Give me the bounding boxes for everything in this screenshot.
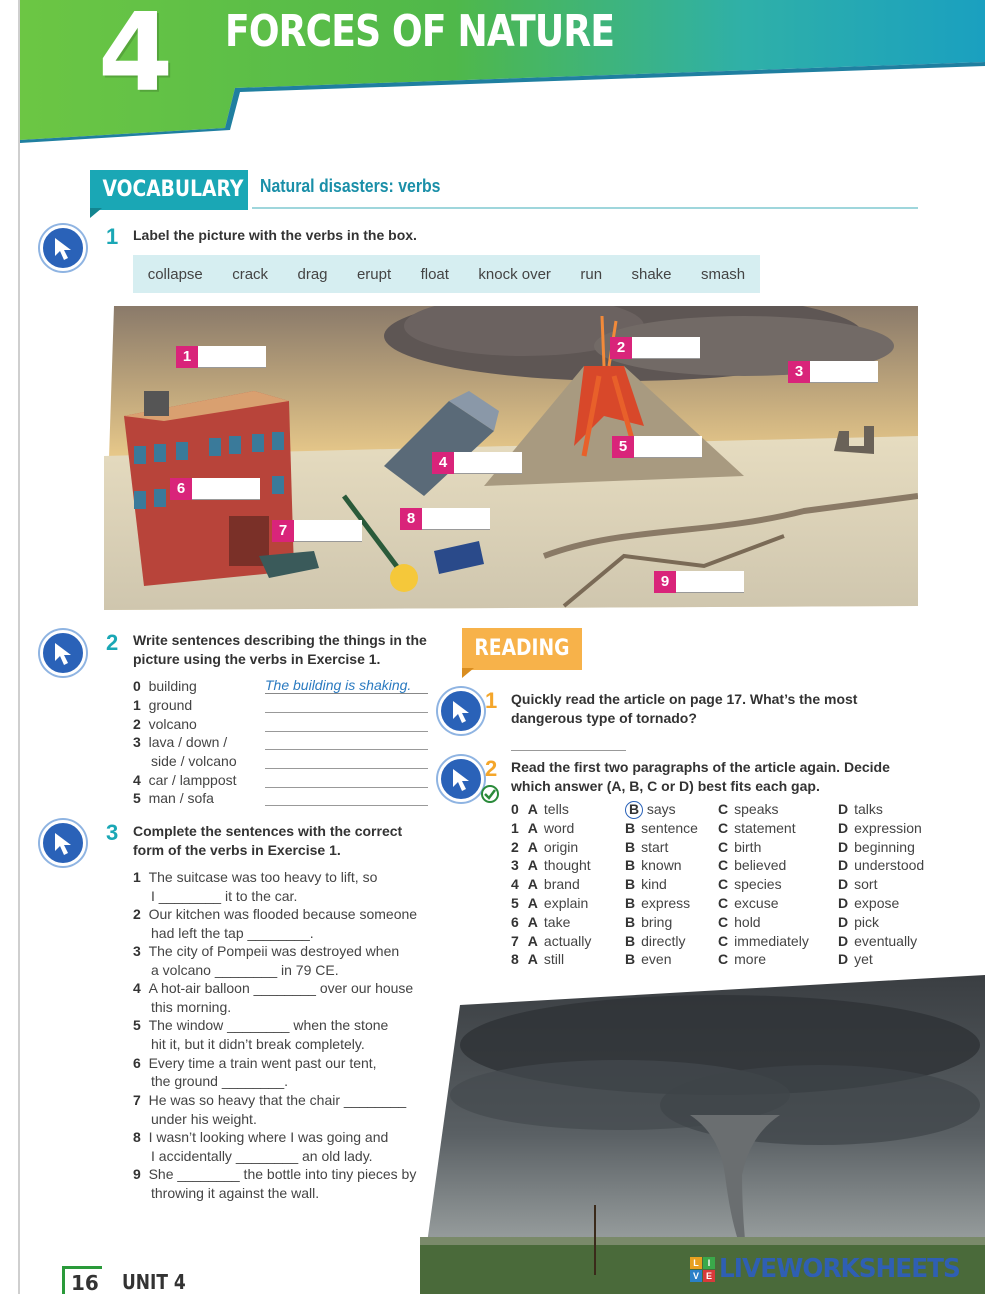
choice-letter: A xyxy=(527,857,538,874)
sentence-text: A hot-air balloon ________ over our house xyxy=(148,980,414,996)
choice-option[interactable] xyxy=(511,839,578,855)
choice-letter: B xyxy=(625,951,636,968)
exercise-number: 2 xyxy=(106,630,119,655)
label-answer-blank[interactable] xyxy=(294,520,362,542)
choice-text: start xyxy=(641,838,669,855)
exercise-instruction: which answer (A, B, C or D) best fits each gap. xyxy=(511,778,820,794)
sentence-text: The window ________ when the stone xyxy=(148,1017,389,1033)
exercise-instruction: form of the verbs in Exercise 1. xyxy=(133,842,341,858)
choice-text: yet xyxy=(854,951,873,968)
choice-option[interactable] xyxy=(838,933,917,949)
label-number: 2 xyxy=(610,337,632,359)
pointer-icon xyxy=(52,831,76,857)
label-answer-blank[interactable] xyxy=(810,361,878,383)
word-box-item: knock over xyxy=(478,265,551,283)
picture-label-4 xyxy=(432,452,522,474)
choice-letter: B xyxy=(625,819,636,836)
item-number: 4 xyxy=(511,876,519,893)
pointer-icon xyxy=(52,236,76,262)
reading-tag-label: READING xyxy=(474,636,570,661)
choice-letter: D xyxy=(838,951,849,968)
sentence-line xyxy=(133,1129,388,1145)
unit-number: 4 xyxy=(98,0,174,116)
disaster-illustration xyxy=(104,306,918,610)
choice-option[interactable] xyxy=(625,933,685,949)
choice-text: directly xyxy=(641,932,686,949)
label-answer-blank[interactable] xyxy=(676,571,744,593)
list-item xyxy=(133,697,192,713)
label-number: 1 xyxy=(176,346,198,368)
choice-letter: A xyxy=(527,951,538,968)
choice-letter: C xyxy=(718,951,729,968)
choice-text: statement xyxy=(734,819,796,836)
choice-text: understood xyxy=(854,857,925,874)
selected-letter xyxy=(625,801,643,819)
item-number: 1 xyxy=(133,869,141,885)
sentence-line: throwing it against the wall. xyxy=(151,1185,320,1201)
choice-letter: B xyxy=(625,932,636,949)
word-box-item: erupt xyxy=(356,265,392,283)
sentence-line xyxy=(133,1092,406,1108)
answer-line[interactable] xyxy=(265,787,428,788)
picture-label-3 xyxy=(788,361,878,383)
choice-option[interactable] xyxy=(718,895,778,911)
sentence-line xyxy=(133,1017,388,1033)
choice-text: word xyxy=(543,819,575,836)
answer-cursor-button[interactable] xyxy=(438,756,484,802)
sentence-line: a volcano ________ in 79 CE. xyxy=(151,962,339,978)
choice-option[interactable] xyxy=(625,857,682,873)
label-number: 3 xyxy=(788,361,810,383)
item-text: volcano xyxy=(148,716,197,732)
choice-text: still xyxy=(543,951,565,968)
choice-letter: B xyxy=(625,895,636,911)
label-answer-blank[interactable] xyxy=(192,478,260,500)
choice-text: speaks xyxy=(734,801,779,817)
item-number: 1 xyxy=(133,697,141,713)
sentence-text: The suitcase was too heavy to lift, so xyxy=(148,869,378,885)
sentence-line xyxy=(133,869,377,885)
vocabulary-tag-label: VOCABULARY xyxy=(102,177,244,202)
choice-letter: B xyxy=(628,801,640,817)
exercise-instruction: dangerous type of tornado? xyxy=(511,710,697,726)
label-answer-blank[interactable] xyxy=(198,346,266,368)
label-answer-blank[interactable] xyxy=(454,452,522,474)
checkmark-icon xyxy=(481,785,499,803)
choice-letter: C xyxy=(718,913,729,930)
answer-line[interactable] xyxy=(265,805,428,806)
choice-text: sort xyxy=(854,876,878,893)
sentence-text: He was so heavy that the chair ________ xyxy=(148,1092,407,1108)
sentence-line: hit it, but it didn’t break completely. xyxy=(151,1036,365,1052)
logo-letter: V xyxy=(690,1270,702,1282)
choice-text: even xyxy=(641,951,672,968)
pointer-icon xyxy=(52,641,76,667)
item-number: 3 xyxy=(133,943,141,959)
choice-text: kind xyxy=(641,876,667,893)
tornado-photo xyxy=(420,975,985,1294)
answer-line[interactable] xyxy=(265,731,428,732)
choice-letter: C xyxy=(718,876,729,893)
item-number: 7 xyxy=(511,932,519,949)
choice-letter: A xyxy=(527,932,538,949)
list-item xyxy=(133,734,227,750)
logo-letter: E xyxy=(703,1270,715,1282)
label-number: 9 xyxy=(654,571,676,593)
choice-option[interactable] xyxy=(718,839,761,855)
answer-line[interactable] xyxy=(265,712,428,713)
choice-text: more xyxy=(734,951,767,968)
choice-option[interactable] xyxy=(718,914,761,930)
example-answer: The building is shaking. xyxy=(265,677,428,694)
reading-tag xyxy=(462,628,582,670)
choice-letter: D xyxy=(838,913,849,930)
choice-letter: C xyxy=(718,838,729,855)
item-number: 6 xyxy=(133,1055,141,1071)
choice-option[interactable] xyxy=(625,914,672,930)
sentence-text: The city of Pompeii was destroyed when xyxy=(148,943,400,959)
choice-option[interactable] xyxy=(838,914,879,930)
label-answer-blank[interactable] xyxy=(634,436,702,458)
exercise-number: 1 xyxy=(485,688,498,713)
item-text: building xyxy=(148,678,197,694)
liveworksheets-watermark xyxy=(690,1254,973,1284)
choice-letter: C xyxy=(718,819,729,836)
choice-letter: B xyxy=(625,913,636,930)
sentence-text: She ________ the bottle into tiny pieces by xyxy=(148,1166,417,1182)
choice-letter: A xyxy=(527,801,538,817)
choice-option[interactable] xyxy=(718,876,782,892)
label-number: 5 xyxy=(612,436,634,458)
item-number: 8 xyxy=(133,1129,141,1145)
logo-letter: L xyxy=(690,1257,702,1269)
choice-option[interactable] xyxy=(718,820,796,836)
choice-text: birth xyxy=(734,838,762,855)
sentence-text: Every time a train went past our tent, xyxy=(148,1055,377,1071)
choice-option[interactable] xyxy=(718,857,786,873)
answer-line[interactable] xyxy=(265,749,428,750)
sentence-text: I wasn’t looking where I was going and xyxy=(148,1129,389,1145)
answer-cursor-button[interactable] xyxy=(40,630,86,676)
item-number: 5 xyxy=(511,895,519,911)
choice-text: take xyxy=(543,913,571,930)
choice-text: says xyxy=(646,801,676,817)
sentence-line: I accidentally ________ an old lady. xyxy=(151,1148,373,1164)
word-box-item: drag xyxy=(297,265,328,283)
choice-letter: C xyxy=(718,932,729,949)
choice-option[interactable] xyxy=(511,820,574,836)
choice-text: known xyxy=(641,857,682,874)
choice-letter: C xyxy=(718,801,729,817)
item-number: 4 xyxy=(133,980,141,996)
choice-text: immediately xyxy=(734,932,809,949)
picture-label-1 xyxy=(176,346,266,368)
item-number: 5 xyxy=(133,790,141,806)
choice-letter: D xyxy=(838,895,849,911)
choice-option[interactable] xyxy=(511,801,569,817)
choice-text: express xyxy=(641,895,691,911)
item-text: ground xyxy=(148,697,193,713)
tag-corner xyxy=(88,208,102,218)
choice-letter: A xyxy=(527,895,538,911)
choice-letter: D xyxy=(838,932,849,949)
label-number: 4 xyxy=(432,452,454,474)
sentence-line: this morning. xyxy=(151,999,232,1015)
sentence-text: Our kitchen was flooded because someone xyxy=(148,906,418,922)
picture-label-8 xyxy=(400,508,490,530)
list-item xyxy=(133,716,197,732)
sentence-line xyxy=(133,906,417,922)
exercise-instruction: picture using the verbs in Exercise 1. xyxy=(133,651,381,667)
page-edge xyxy=(18,0,20,1294)
picture-label-9 xyxy=(654,571,744,593)
choice-letter: C xyxy=(718,857,729,874)
logo-letter: I xyxy=(703,1257,715,1269)
sentence-line xyxy=(133,980,413,996)
choice-option[interactable] xyxy=(838,820,922,836)
item-number: 4 xyxy=(133,772,141,788)
divider xyxy=(252,207,918,209)
sentence-line xyxy=(133,1055,377,1071)
list-item xyxy=(133,678,197,694)
exercise-number: 1 xyxy=(106,224,119,249)
item-number: 5 xyxy=(133,1017,141,1033)
item-number: 0 xyxy=(133,678,141,694)
list-item xyxy=(133,790,214,806)
sentence-line xyxy=(133,943,399,959)
choice-letter: C xyxy=(718,895,729,911)
list-item xyxy=(133,772,237,788)
vocabulary-subtitle: Natural disasters: verbs xyxy=(260,176,441,196)
item-number: 2 xyxy=(133,716,141,732)
sentence-line: I ________ it to the car. xyxy=(151,888,298,904)
choice-option[interactable] xyxy=(625,895,690,911)
word-box-item: float xyxy=(420,265,449,283)
choice-letter: D xyxy=(838,838,849,855)
choice-letter: D xyxy=(838,801,849,817)
picture-label-6 xyxy=(170,478,260,500)
choice-option[interactable] xyxy=(838,857,924,873)
choice-text: sentence xyxy=(641,819,698,836)
liveworksheets-logo xyxy=(690,1257,715,1282)
choice-option[interactable] xyxy=(838,801,883,817)
choice-option[interactable] xyxy=(625,801,676,819)
choice-text: origin xyxy=(543,838,579,855)
pointer-icon xyxy=(450,767,474,793)
choice-letter: D xyxy=(838,876,849,893)
item-number: 8 xyxy=(511,951,519,968)
choice-letter: A xyxy=(527,876,538,893)
choice-text: hold xyxy=(734,913,761,930)
exercise-instruction: Label the picture with the verbs in the box. xyxy=(133,227,417,243)
pointer-icon xyxy=(450,699,474,725)
answer-line[interactable] xyxy=(511,750,626,751)
choice-text: eventually xyxy=(854,932,918,949)
watermark-text: LIVEWORKSHEETS xyxy=(719,1254,960,1284)
word-box-item: run xyxy=(580,265,603,283)
unit-title: FORCES OF NATURE xyxy=(225,6,615,57)
exercise-instruction: Read the first two paragraphs of the article again. Decide xyxy=(511,759,890,775)
unit-label: UNIT 4 xyxy=(122,1270,186,1294)
choice-text: expression xyxy=(854,819,922,836)
choice-text: beginning xyxy=(854,838,915,855)
tag-corner xyxy=(460,668,474,678)
list-item-continued: side / volcano xyxy=(151,753,237,769)
choice-option[interactable] xyxy=(511,857,591,873)
choice-option[interactable] xyxy=(718,951,766,967)
choice-text: expose xyxy=(854,895,900,911)
word-box-item: smash xyxy=(700,265,746,283)
answer-cursor-button[interactable] xyxy=(40,820,86,866)
choice-option[interactable] xyxy=(838,895,899,911)
item-number: 0 xyxy=(511,801,519,817)
label-number: 6 xyxy=(170,478,192,500)
answer-line[interactable] xyxy=(265,768,428,769)
label-answer-blank[interactable] xyxy=(422,508,490,530)
choice-option[interactable] xyxy=(838,951,873,967)
choice-option[interactable] xyxy=(511,895,588,911)
choice-letter: B xyxy=(625,876,636,893)
vocabulary-tag xyxy=(90,170,248,210)
choice-letter: B xyxy=(625,857,636,874)
exercise-number: 3 xyxy=(106,820,119,845)
choice-text: bring xyxy=(641,913,673,930)
item-number: 3 xyxy=(133,734,141,750)
sentence-line xyxy=(133,1166,416,1182)
sentence-line: had left the tap ________. xyxy=(151,925,314,941)
choice-letter: D xyxy=(838,819,849,836)
label-answer-blank[interactable] xyxy=(632,337,700,359)
label-number: 8 xyxy=(400,508,422,530)
choice-text: pick xyxy=(854,913,880,930)
item-number: 2 xyxy=(133,906,141,922)
item-number: 7 xyxy=(133,1092,141,1108)
choice-text: thought xyxy=(543,857,591,874)
choice-option[interactable] xyxy=(718,933,809,949)
exercise-number: 2 xyxy=(485,756,498,781)
word-box-item: shake xyxy=(631,265,672,283)
choice-text: talks xyxy=(854,801,883,817)
picture-label-7 xyxy=(272,520,362,542)
item-text: man / sofa xyxy=(148,790,214,806)
picture-label-5 xyxy=(612,436,702,458)
choice-letter: A xyxy=(527,913,538,930)
choice-option[interactable] xyxy=(625,839,668,855)
item-number: 2 xyxy=(511,838,519,855)
word-box-item: crack xyxy=(232,265,269,283)
choice-letter: D xyxy=(838,857,849,874)
choice-option[interactable] xyxy=(838,876,877,892)
choice-option[interactable] xyxy=(718,801,778,817)
item-text: lava / down / xyxy=(148,734,228,750)
choice-option[interactable] xyxy=(625,876,667,892)
choice-option[interactable] xyxy=(511,876,580,892)
choice-letter: B xyxy=(625,838,636,855)
word-box xyxy=(133,255,760,293)
word-box-item: collapse xyxy=(147,265,203,283)
choice-text: brand xyxy=(543,876,580,893)
choice-text: actually xyxy=(543,932,592,949)
sentence-line: under his weight. xyxy=(151,1111,257,1127)
item-text: car / lamppost xyxy=(148,772,237,788)
sentence-line: the ground ________. xyxy=(151,1073,289,1089)
choice-text: species xyxy=(734,876,782,893)
exercise-instruction: Complete the sentences with the correct xyxy=(133,823,403,839)
choice-text: tells xyxy=(543,801,569,817)
choice-option[interactable] xyxy=(511,933,591,949)
choice-text: explain xyxy=(543,895,589,911)
choice-option[interactable] xyxy=(511,951,564,967)
item-number: 3 xyxy=(511,857,519,874)
page-number: 16 xyxy=(62,1266,102,1294)
item-number: 6 xyxy=(511,913,519,930)
choice-letter: A xyxy=(527,819,538,836)
choice-option[interactable] xyxy=(838,839,915,855)
label-number: 7 xyxy=(272,520,294,542)
answer-cursor-button[interactable] xyxy=(40,225,86,271)
choice-letter: A xyxy=(527,838,538,855)
choice-option[interactable] xyxy=(625,820,698,836)
item-number: 9 xyxy=(133,1166,141,1182)
choice-option[interactable] xyxy=(511,914,570,930)
exercise-instruction: Write sentences describing the things in the xyxy=(133,632,427,648)
choice-option[interactable] xyxy=(625,951,671,967)
picture-label-2 xyxy=(610,337,700,359)
item-number: 1 xyxy=(511,819,519,836)
exercise-instruction: Quickly read the article on page 17. What’s the most xyxy=(511,691,858,707)
answer-cursor-button[interactable] xyxy=(438,688,484,734)
choice-text: excuse xyxy=(734,895,779,911)
choice-text: believed xyxy=(734,857,787,874)
